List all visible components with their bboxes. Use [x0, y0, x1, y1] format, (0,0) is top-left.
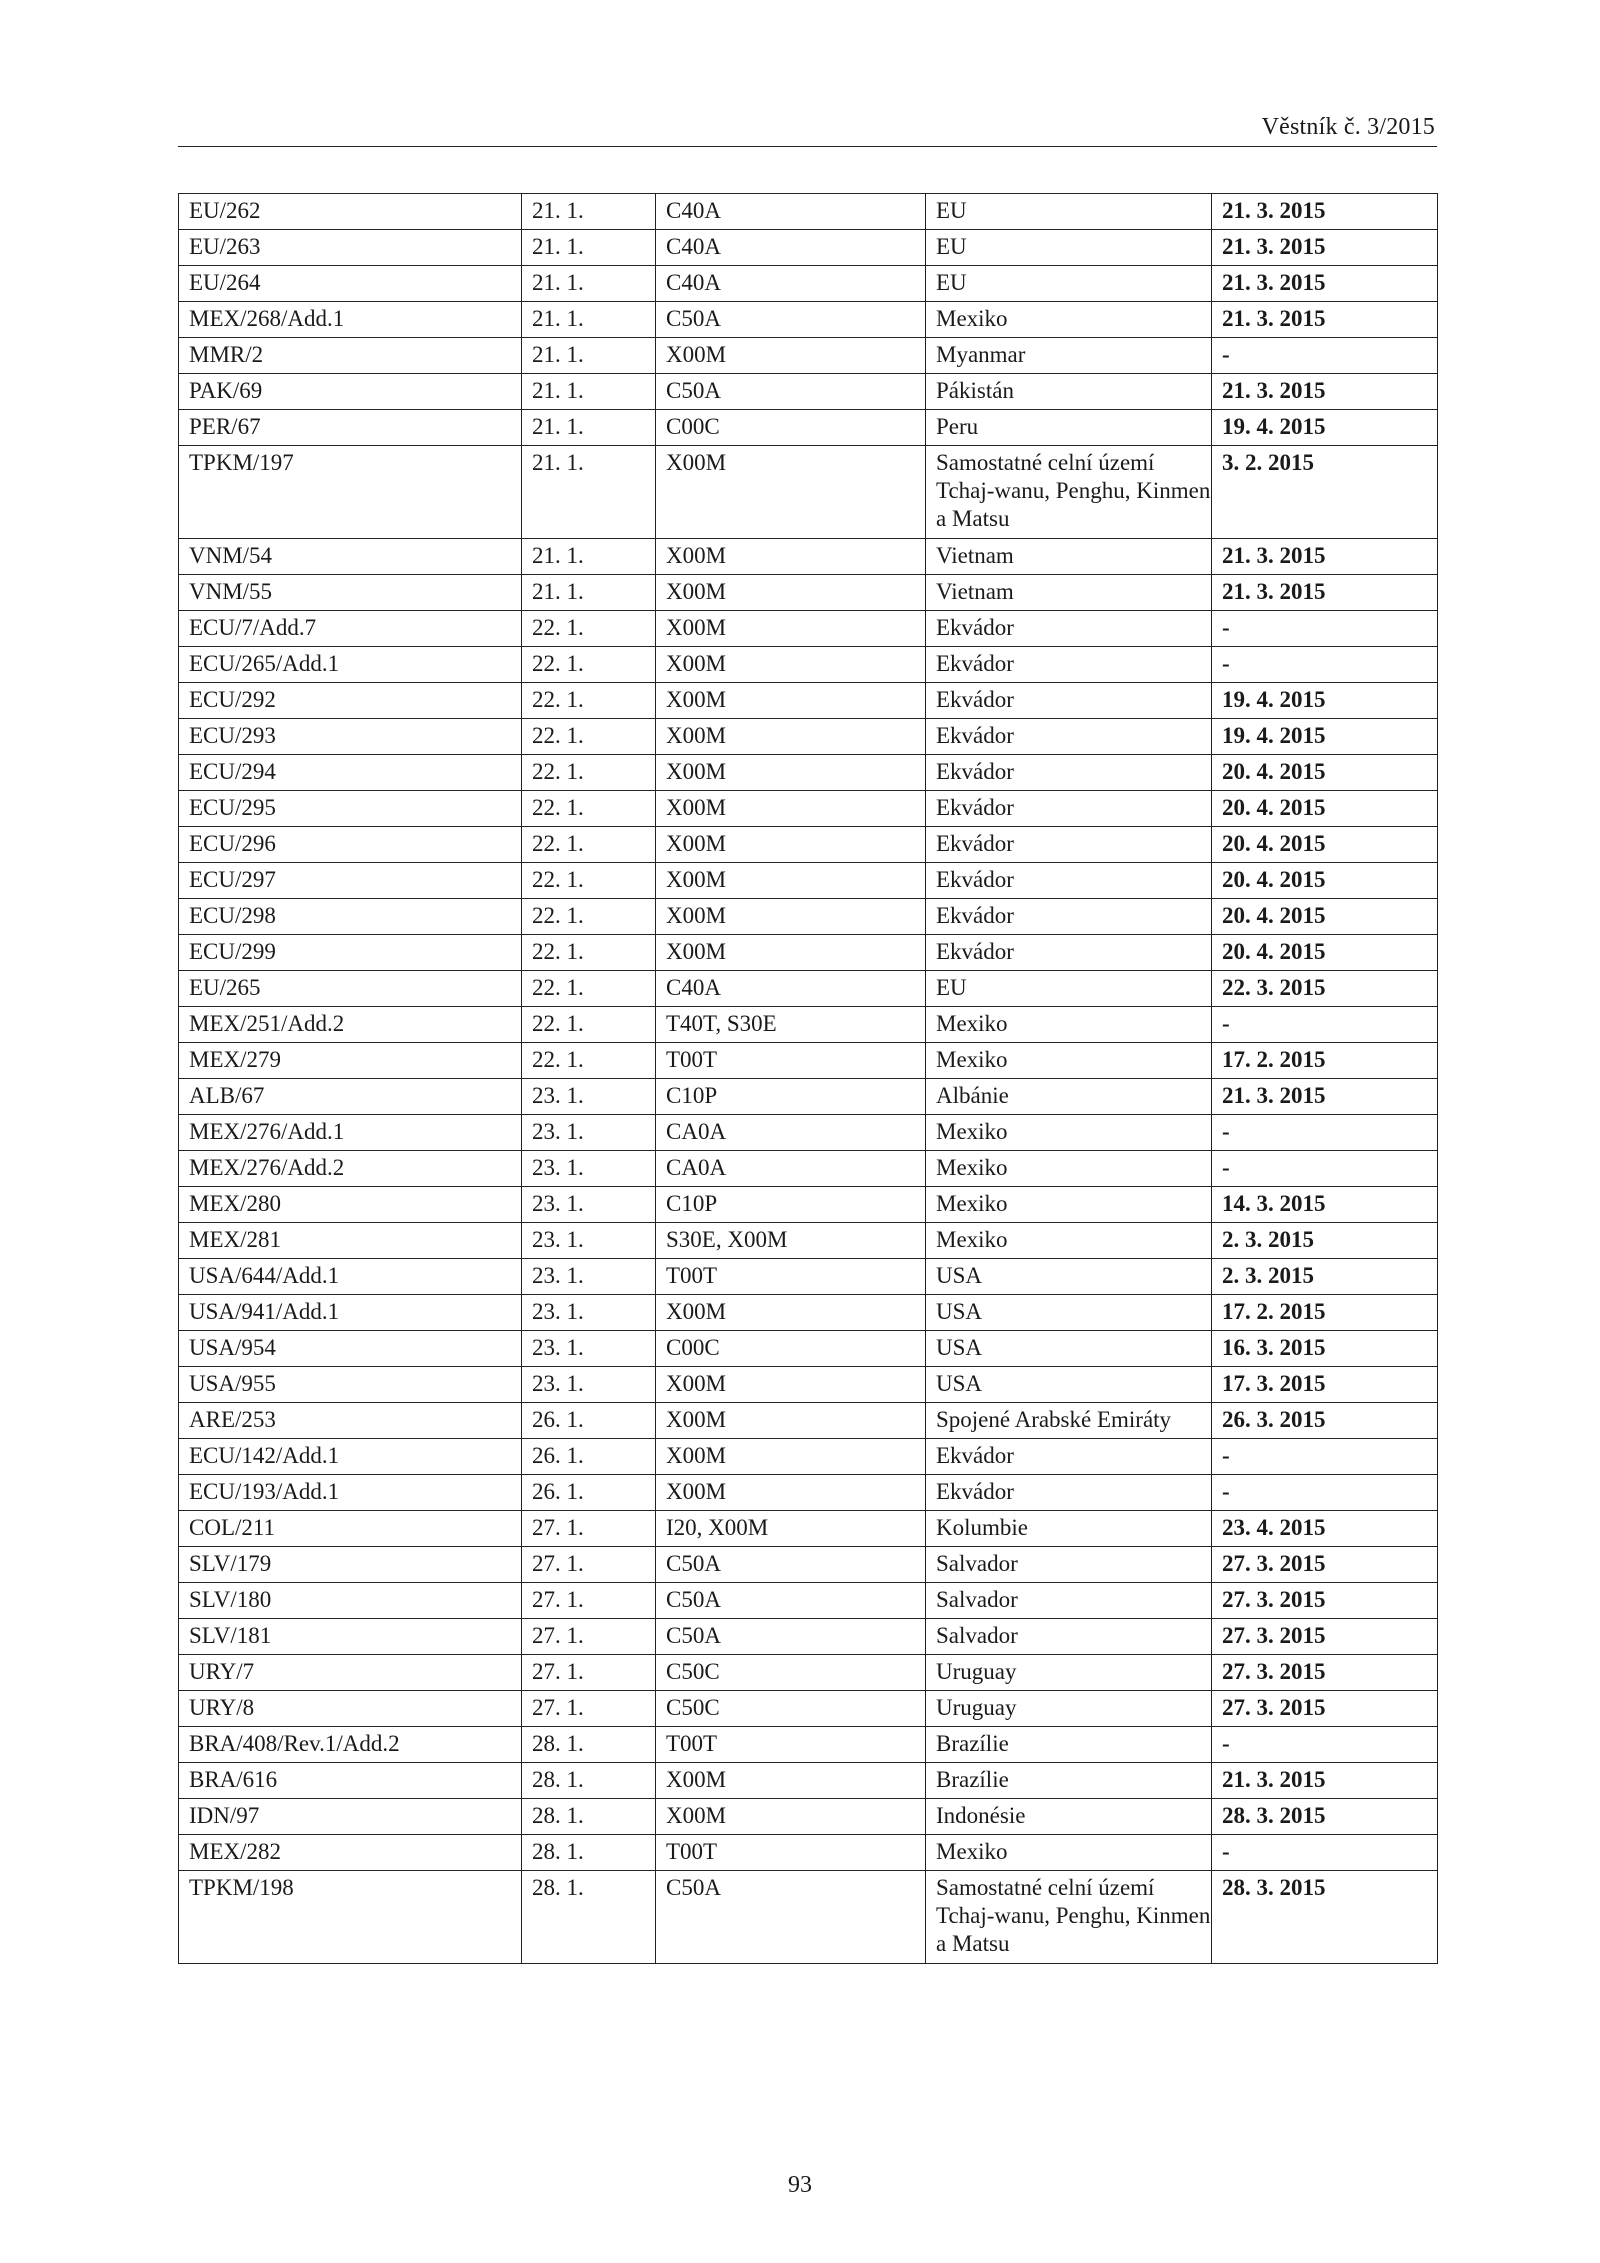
- country-cell: Ekvádor: [926, 1475, 1212, 1511]
- country-cell: Vietnam: [926, 539, 1212, 575]
- country-cell: Mexiko: [926, 1223, 1212, 1259]
- code-cell: C40A: [656, 194, 926, 230]
- deadline-cell: -: [1212, 1439, 1438, 1475]
- document-symbol-cell: ECU/297: [179, 863, 522, 899]
- code-cell: X00M: [656, 1403, 926, 1439]
- notification-date-cell: 22. 1.: [522, 755, 656, 791]
- document-symbol-cell: COL/211: [179, 1511, 522, 1547]
- notification-date-cell: 23. 1.: [522, 1223, 656, 1259]
- country-cell: EU: [926, 971, 1212, 1007]
- deadline-cell: 16. 3. 2015: [1212, 1331, 1438, 1367]
- notification-date-cell: 27. 1.: [522, 1547, 656, 1583]
- country-cell: Pákistán: [926, 374, 1212, 410]
- document-symbol-cell: MEX/276/Add.1: [179, 1115, 522, 1151]
- code-cell: X00M: [656, 791, 926, 827]
- page-number: 93: [788, 2172, 812, 2198]
- country-cell: Uruguay: [926, 1655, 1212, 1691]
- document-symbol-cell: USA/954: [179, 1331, 522, 1367]
- document-symbol-cell: EU/265: [179, 971, 522, 1007]
- deadline-cell: 27. 3. 2015: [1212, 1655, 1438, 1691]
- code-cell: X00M: [656, 863, 926, 899]
- code-cell: X00M: [656, 899, 926, 935]
- document-symbol-cell: URY/7: [179, 1655, 522, 1691]
- document-symbol-cell: ECU/142/Add.1: [179, 1439, 522, 1475]
- document-symbol-cell: ECU/299: [179, 935, 522, 971]
- document-symbol-cell: MEX/280: [179, 1187, 522, 1223]
- code-cell: CA0A: [656, 1115, 926, 1151]
- code-cell: T00T: [656, 1259, 926, 1295]
- deadline-cell: -: [1212, 1151, 1438, 1187]
- code-cell: T40T, S30E: [656, 1007, 926, 1043]
- notification-date-cell: 28. 1.: [522, 1763, 656, 1799]
- notification-date-cell: 21. 1.: [522, 446, 656, 539]
- document-symbol-cell: VNM/55: [179, 575, 522, 611]
- notification-date-cell: 23. 1.: [522, 1115, 656, 1151]
- document-symbol-cell: ECU/265/Add.1: [179, 647, 522, 683]
- code-cell: S30E, X00M: [656, 1223, 926, 1259]
- notification-date-cell: 26. 1.: [522, 1475, 656, 1511]
- country-cell: Ekvádor: [926, 755, 1212, 791]
- code-cell: X00M: [656, 827, 926, 863]
- table-row: [179, 1871, 1438, 1964]
- notification-date-cell: 28. 1.: [522, 1727, 656, 1763]
- table-row: [179, 1475, 1438, 1511]
- deadline-cell: 20. 4. 2015: [1212, 791, 1438, 827]
- deadline-cell: 21. 3. 2015: [1212, 194, 1438, 230]
- deadline-cell: 19. 4. 2015: [1212, 719, 1438, 755]
- code-cell: C40A: [656, 971, 926, 1007]
- country-cell: Brazílie: [926, 1763, 1212, 1799]
- code-cell: C50A: [656, 1583, 926, 1619]
- notification-date-cell: 22. 1.: [522, 1043, 656, 1079]
- notification-date-cell: 21. 1.: [522, 539, 656, 575]
- country-cell: Salvador: [926, 1547, 1212, 1583]
- deadline-cell: 26. 3. 2015: [1212, 1403, 1438, 1439]
- country-cell: Vietnam: [926, 575, 1212, 611]
- code-cell: X00M: [656, 539, 926, 575]
- notification-date-cell: 22. 1.: [522, 683, 656, 719]
- table-row: [179, 1835, 1438, 1871]
- country-cell: Mexiko: [926, 1187, 1212, 1223]
- deadline-cell: 23. 4. 2015: [1212, 1511, 1438, 1547]
- notification-date-cell: 21. 1.: [522, 302, 656, 338]
- code-cell: X00M: [656, 1295, 926, 1331]
- table-row: [179, 611, 1438, 647]
- country-cell: EU: [926, 194, 1212, 230]
- deadline-cell: 21. 3. 2015: [1212, 1079, 1438, 1115]
- page-header: [178, 112, 1437, 147]
- document-symbol-cell: MEX/276/Add.2: [179, 1151, 522, 1187]
- country-cell: Indonésie: [926, 1799, 1212, 1835]
- deadline-cell: 27. 3. 2015: [1212, 1547, 1438, 1583]
- notification-date-cell: 26. 1.: [522, 1403, 656, 1439]
- code-cell: T00T: [656, 1727, 926, 1763]
- code-cell: C50A: [656, 374, 926, 410]
- notification-date-cell: 23. 1.: [522, 1151, 656, 1187]
- code-cell: X00M: [656, 647, 926, 683]
- country-cell: Mexiko: [926, 1115, 1212, 1151]
- country-cell: USA: [926, 1259, 1212, 1295]
- country-cell: Ekvádor: [926, 827, 1212, 863]
- notification-date-cell: 27. 1.: [522, 1655, 656, 1691]
- table-row: [179, 1367, 1438, 1403]
- table-row: [179, 1295, 1438, 1331]
- code-cell: C50C: [656, 1691, 926, 1727]
- code-cell: C50A: [656, 302, 926, 338]
- table-row: [179, 755, 1438, 791]
- notification-date-cell: 22. 1.: [522, 1007, 656, 1043]
- code-cell: C10P: [656, 1187, 926, 1223]
- deadline-cell: 21. 3. 2015: [1212, 374, 1438, 410]
- deadline-cell: 20. 4. 2015: [1212, 899, 1438, 935]
- country-cell: Albánie: [926, 1079, 1212, 1115]
- deadline-cell: 20. 4. 2015: [1212, 827, 1438, 863]
- notification-date-cell: 26. 1.: [522, 1439, 656, 1475]
- country-cell: USA: [926, 1295, 1212, 1331]
- notification-date-cell: 22. 1.: [522, 647, 656, 683]
- deadline-cell: 27. 3. 2015: [1212, 1583, 1438, 1619]
- document-symbol-cell: ECU/298: [179, 899, 522, 935]
- code-cell: X00M: [656, 1763, 926, 1799]
- document-symbol-cell: EU/262: [179, 194, 522, 230]
- code-cell: CA0A: [656, 1151, 926, 1187]
- notification-date-cell: 27. 1.: [522, 1619, 656, 1655]
- deadline-cell: 17. 2. 2015: [1212, 1043, 1438, 1079]
- deadline-cell: 2. 3. 2015: [1212, 1259, 1438, 1295]
- country-cell: EU: [926, 266, 1212, 302]
- document-symbol-cell: USA/955: [179, 1367, 522, 1403]
- document-symbol-cell: SLV/179: [179, 1547, 522, 1583]
- table-row: [179, 863, 1438, 899]
- table-row: [179, 971, 1438, 1007]
- document-symbol-cell: TPKM/197: [179, 446, 522, 539]
- table-row: [179, 899, 1438, 935]
- code-cell: C50A: [656, 1619, 926, 1655]
- document-symbol-cell: PAK/69: [179, 374, 522, 410]
- table-row: [179, 1331, 1438, 1367]
- deadline-cell: 20. 4. 2015: [1212, 755, 1438, 791]
- notification-date-cell: 22. 1.: [522, 899, 656, 935]
- table-row: [179, 791, 1438, 827]
- document-symbol-cell: SLV/181: [179, 1619, 522, 1655]
- deadline-cell: 14. 3. 2015: [1212, 1187, 1438, 1223]
- document-symbol-cell: URY/8: [179, 1691, 522, 1727]
- code-cell: X00M: [656, 755, 926, 791]
- notification-date-cell: 28. 1.: [522, 1799, 656, 1835]
- code-cell: C50A: [656, 1871, 926, 1964]
- document-symbol-cell: BRA/616: [179, 1763, 522, 1799]
- notification-date-cell: 21. 1.: [522, 410, 656, 446]
- table-row: [179, 1439, 1438, 1475]
- deadline-cell: 21. 3. 2015: [1212, 1763, 1438, 1799]
- country-cell: Ekvádor: [926, 935, 1212, 971]
- notification-date-cell: 27. 1.: [522, 1511, 656, 1547]
- notification-date-cell: 23. 1.: [522, 1367, 656, 1403]
- document-symbol-cell: EU/264: [179, 266, 522, 302]
- table-row: [179, 1547, 1438, 1583]
- document-symbol-cell: MEX/251/Add.2: [179, 1007, 522, 1043]
- table-row: [179, 1007, 1438, 1043]
- table-row: [179, 1403, 1438, 1439]
- country-cell: Spojené Arabské Emiráty: [926, 1403, 1212, 1439]
- notification-date-cell: 23. 1.: [522, 1295, 656, 1331]
- document-symbol-cell: ECU/292: [179, 683, 522, 719]
- notification-table-body: [179, 194, 1438, 1964]
- document-symbol-cell: PER/67: [179, 410, 522, 446]
- table-row: [179, 935, 1438, 971]
- notification-date-cell: 28. 1.: [522, 1835, 656, 1871]
- notification-date-cell: 23. 1.: [522, 1187, 656, 1223]
- country-cell: Salvador: [926, 1583, 1212, 1619]
- table-row: [179, 719, 1438, 755]
- table-row: [179, 266, 1438, 302]
- table-row: [179, 230, 1438, 266]
- document-symbol-cell: ECU/193/Add.1: [179, 1475, 522, 1511]
- deadline-cell: 21. 3. 2015: [1212, 266, 1438, 302]
- deadline-cell: -: [1212, 1727, 1438, 1763]
- table-row: [179, 1727, 1438, 1763]
- deadline-cell: 28. 3. 2015: [1212, 1799, 1438, 1835]
- code-cell: C40A: [656, 266, 926, 302]
- notification-date-cell: 21. 1.: [522, 194, 656, 230]
- deadline-cell: 19. 4. 2015: [1212, 683, 1438, 719]
- country-cell: USA: [926, 1367, 1212, 1403]
- code-cell: X00M: [656, 1475, 926, 1511]
- deadline-cell: -: [1212, 647, 1438, 683]
- country-cell: Ekvádor: [926, 863, 1212, 899]
- notification-date-cell: 21. 1.: [522, 374, 656, 410]
- country-cell: Ekvádor: [926, 1439, 1212, 1475]
- table-row: [179, 1583, 1438, 1619]
- country-cell: Ekvádor: [926, 719, 1212, 755]
- deadline-cell: 28. 3. 2015: [1212, 1871, 1438, 1964]
- table-row: [179, 1763, 1438, 1799]
- document-symbol-cell: MMR/2: [179, 338, 522, 374]
- country-cell: EU: [926, 230, 1212, 266]
- notification-date-cell: 22. 1.: [522, 719, 656, 755]
- code-cell: C00C: [656, 1331, 926, 1367]
- notification-date-cell: 28. 1.: [522, 1871, 656, 1964]
- table-row: [179, 1259, 1438, 1295]
- document-symbol-cell: ECU/293: [179, 719, 522, 755]
- deadline-cell: 20. 4. 2015: [1212, 863, 1438, 899]
- country-cell: Myanmar: [926, 338, 1212, 374]
- document-symbol-cell: ECU/7/Add.7: [179, 611, 522, 647]
- table-row: [179, 194, 1438, 230]
- deadline-cell: 3. 2. 2015: [1212, 446, 1438, 539]
- document-symbol-cell: VNM/54: [179, 539, 522, 575]
- notification-date-cell: 27. 1.: [522, 1583, 656, 1619]
- country-cell: Ekvádor: [926, 791, 1212, 827]
- country-cell: Ekvádor: [926, 899, 1212, 935]
- table-row: [179, 1115, 1438, 1151]
- table-row: [179, 1223, 1438, 1259]
- document-symbol-cell: ECU/296: [179, 827, 522, 863]
- deadline-cell: 19. 4. 2015: [1212, 410, 1438, 446]
- deadline-cell: 21. 3. 2015: [1212, 230, 1438, 266]
- table-row: [179, 1511, 1438, 1547]
- table-row: [179, 1187, 1438, 1223]
- notification-date-cell: 21. 1.: [522, 338, 656, 374]
- code-cell: X00M: [656, 935, 926, 971]
- document-symbol-cell: SLV/180: [179, 1583, 522, 1619]
- code-cell: X00M: [656, 338, 926, 374]
- country-cell: Samostatné celní území Tchaj-wanu, Penghu, Kinmen a Matsu: [926, 446, 1212, 539]
- table-row: [179, 647, 1438, 683]
- document-symbol-cell: ALB/67: [179, 1079, 522, 1115]
- code-cell: T00T: [656, 1835, 926, 1871]
- country-cell: Salvador: [926, 1619, 1212, 1655]
- document-symbol-cell: ECU/295: [179, 791, 522, 827]
- code-cell: X00M: [656, 1799, 926, 1835]
- code-cell: X00M: [656, 683, 926, 719]
- country-cell: Kolumbie: [926, 1511, 1212, 1547]
- country-cell: Uruguay: [926, 1691, 1212, 1727]
- country-cell: USA: [926, 1331, 1212, 1367]
- country-cell: Mexiko: [926, 1835, 1212, 1871]
- document-symbol-cell: USA/941/Add.1: [179, 1295, 522, 1331]
- deadline-cell: 21. 3. 2015: [1212, 539, 1438, 575]
- journal-title: Věstník č. 3/2015: [1261, 114, 1435, 140]
- deadline-cell: 21. 3. 2015: [1212, 575, 1438, 611]
- table-row: [179, 1079, 1438, 1115]
- table-row: [179, 575, 1438, 611]
- document-symbol-cell: MEX/282: [179, 1835, 522, 1871]
- deadline-cell: -: [1212, 1475, 1438, 1511]
- table-row: [179, 1619, 1438, 1655]
- deadline-cell: 22. 3. 2015: [1212, 971, 1438, 1007]
- deadline-cell: -: [1212, 338, 1438, 374]
- deadline-cell: 2. 3. 2015: [1212, 1223, 1438, 1259]
- code-cell: X00M: [656, 719, 926, 755]
- table-row: [179, 374, 1438, 410]
- country-cell: Ekvádor: [926, 611, 1212, 647]
- notification-date-cell: 23. 1.: [522, 1331, 656, 1367]
- code-cell: C00C: [656, 410, 926, 446]
- code-cell: X00M: [656, 1367, 926, 1403]
- country-cell: Mexiko: [926, 1151, 1212, 1187]
- notification-date-cell: 22. 1.: [522, 827, 656, 863]
- deadline-cell: -: [1212, 1007, 1438, 1043]
- deadline-cell: -: [1212, 611, 1438, 647]
- notification-date-cell: 22. 1.: [522, 791, 656, 827]
- deadline-cell: -: [1212, 1115, 1438, 1151]
- country-cell: Samostatné celní území Tchaj-wanu, Penghu, Kinmen a Matsu: [926, 1871, 1212, 1964]
- code-cell: C50A: [656, 1547, 926, 1583]
- document-symbol-cell: MEX/279: [179, 1043, 522, 1079]
- document-symbol-cell: MEX/281: [179, 1223, 522, 1259]
- code-cell: X00M: [656, 1439, 926, 1475]
- document-symbol-cell: BRA/408/Rev.1/Add.2: [179, 1727, 522, 1763]
- country-cell: Mexiko: [926, 1007, 1212, 1043]
- table-row: [179, 827, 1438, 863]
- code-cell: C40A: [656, 230, 926, 266]
- notification-date-cell: 23. 1.: [522, 1259, 656, 1295]
- code-cell: I20, X00M: [656, 1511, 926, 1547]
- table-row: [179, 446, 1438, 539]
- code-cell: C10P: [656, 1079, 926, 1115]
- code-cell: X00M: [656, 446, 926, 539]
- deadline-cell: 17. 2. 2015: [1212, 1295, 1438, 1331]
- deadline-cell: 17. 3. 2015: [1212, 1367, 1438, 1403]
- notification-date-cell: 27. 1.: [522, 1691, 656, 1727]
- table-row: [179, 1151, 1438, 1187]
- table-row: [179, 539, 1438, 575]
- table-row: [179, 338, 1438, 374]
- document-symbol-cell: TPKM/198: [179, 1871, 522, 1964]
- deadline-cell: -: [1212, 1835, 1438, 1871]
- table-row: [179, 1043, 1438, 1079]
- country-cell: Mexiko: [926, 302, 1212, 338]
- code-cell: T00T: [656, 1043, 926, 1079]
- country-cell: Peru: [926, 410, 1212, 446]
- table-row: [179, 302, 1438, 338]
- country-cell: Brazílie: [926, 1727, 1212, 1763]
- notification-table: [178, 193, 1438, 1964]
- deadline-cell: 21. 3. 2015: [1212, 302, 1438, 338]
- document-symbol-cell: USA/644/Add.1: [179, 1259, 522, 1295]
- code-cell: C50C: [656, 1655, 926, 1691]
- document-symbol-cell: MEX/268/Add.1: [179, 302, 522, 338]
- table-row: [179, 1691, 1438, 1727]
- notification-date-cell: 21. 1.: [522, 266, 656, 302]
- table-row: [179, 1655, 1438, 1691]
- country-cell: Ekvádor: [926, 683, 1212, 719]
- notification-date-cell: 21. 1.: [522, 575, 656, 611]
- code-cell: X00M: [656, 611, 926, 647]
- deadline-cell: 27. 3. 2015: [1212, 1691, 1438, 1727]
- deadline-cell: 20. 4. 2015: [1212, 935, 1438, 971]
- table-row: [179, 410, 1438, 446]
- notification-date-cell: 22. 1.: [522, 863, 656, 899]
- table-row: [179, 683, 1438, 719]
- document-symbol-cell: ARE/253: [179, 1403, 522, 1439]
- country-cell: Ekvádor: [926, 647, 1212, 683]
- document-symbol-cell: ECU/294: [179, 755, 522, 791]
- notification-date-cell: 22. 1.: [522, 611, 656, 647]
- document-symbol-cell: EU/263: [179, 230, 522, 266]
- code-cell: X00M: [656, 575, 926, 611]
- table-row: [179, 1799, 1438, 1835]
- notification-date-cell: 22. 1.: [522, 971, 656, 1007]
- notification-date-cell: 22. 1.: [522, 935, 656, 971]
- country-cell: Mexiko: [926, 1043, 1212, 1079]
- notification-date-cell: 23. 1.: [522, 1079, 656, 1115]
- notification-date-cell: 21. 1.: [522, 230, 656, 266]
- document-symbol-cell: IDN/97: [179, 1799, 522, 1835]
- deadline-cell: 27. 3. 2015: [1212, 1619, 1438, 1655]
